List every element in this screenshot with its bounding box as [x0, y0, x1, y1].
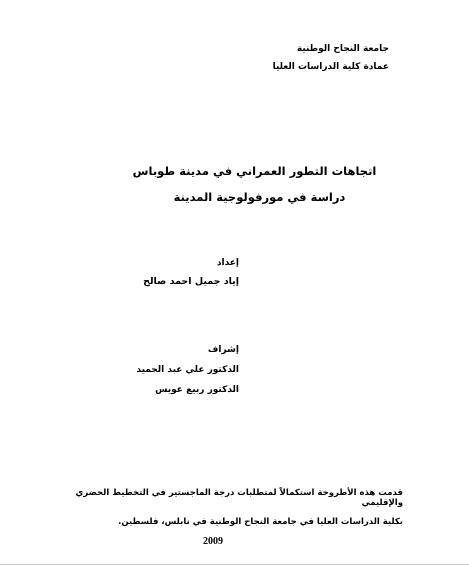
- statement-line-2: بكلية الدراسات العليا في جامعة النجاح الوطنية في نابلس، فلسطين.: [118, 517, 403, 527]
- prepared-by-label: إعداد: [216, 258, 239, 268]
- prepared-by-block: [79, 258, 239, 287]
- supervision-label: إشراف: [207, 345, 239, 355]
- university-header: [229, 44, 389, 72]
- thesis-title-line-2: دراسة في مورفولوجية المدينة: [173, 190, 346, 204]
- supervision-block: [79, 345, 239, 395]
- thesis-title-block: [0, 164, 469, 204]
- thesis-title-line-1: اتجاهات التطور العمراني في مدينة طوباس: [132, 164, 377, 178]
- university-name: جامعة النجاح الوطنية: [296, 44, 389, 54]
- submission-statement: [63, 488, 403, 547]
- submission-year: 2009: [203, 536, 223, 547]
- supervisor-2: الدكتور ربيع عويس: [155, 385, 239, 395]
- supervisor-1: الدكتور علي عبد الحميد: [136, 365, 239, 375]
- deanship-name: عمادة كلية الدراسات العليا: [272, 62, 389, 72]
- statement-line-1: قدمت هذه الأطروحة استكمالاً لمتطلبات درجة الماجستير في التخطيط الحضري والإقليمي: [75, 488, 403, 508]
- author-name: إياد جميل احمد صالح: [143, 276, 239, 287]
